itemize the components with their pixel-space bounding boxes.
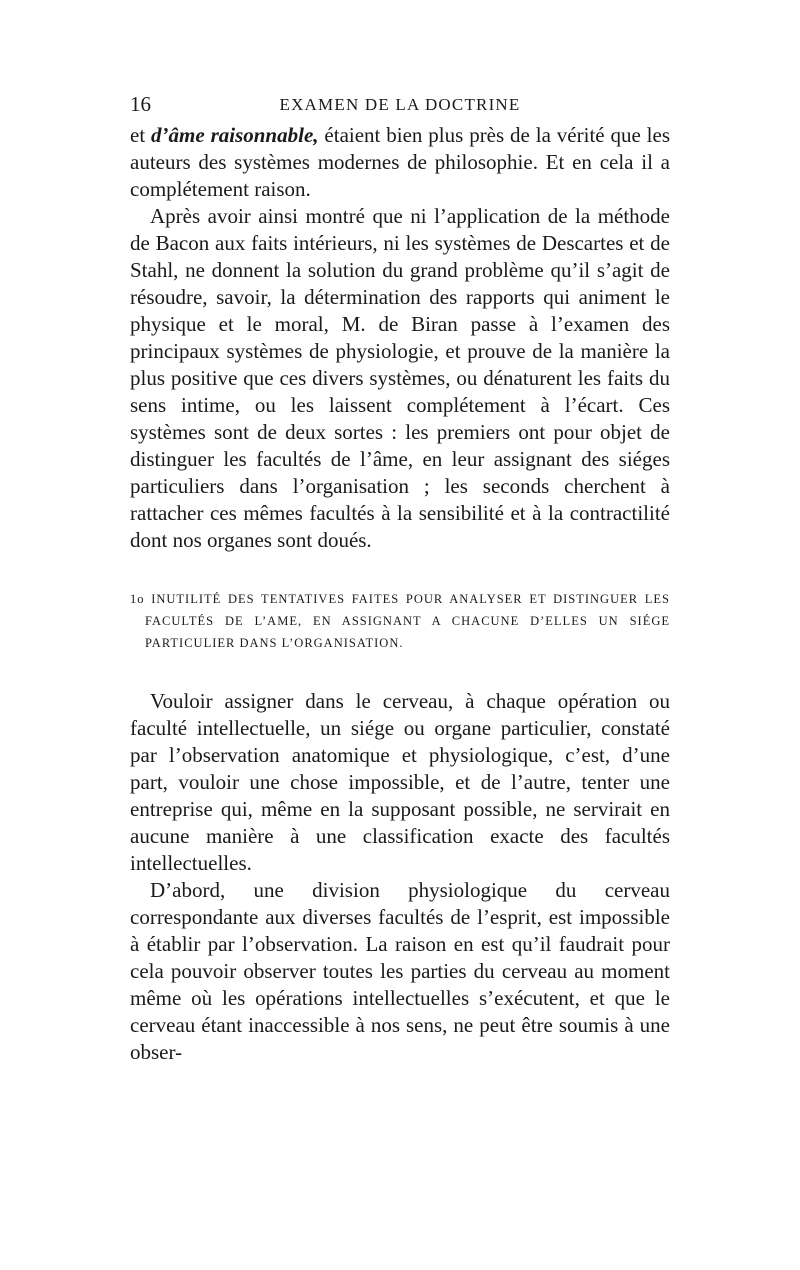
section-heading: 1o INUTILITÉ DES TENTATIVES FAITES POUR ANALYSER ET DISTINGUER LES FACULTÉS DE L’AME, EN ASSIGNANT A CHACUNE D’ELLES UN SIÉGE PARTICULIER DANS L’ORGANISATION. <box>130 592 670 650</box>
italic-term: d’âme raisonnable, <box>151 123 319 147</box>
book-page <box>130 88 670 1066</box>
paragraph-4: D’abord, une division physiologique du cerveau correspondante aux diverses facultés de l’esprit, est impossible à établir par l’observation. La raison en est qu’il faudrait pour cela pouvoir observer toutes les parties du cerveau au moment même où les opérations intellectuelles s’exécutent, et que le cerveau étant inaccessible à nos sens, ne peut être soumis à une obser- <box>130 878 670 1064</box>
paragraph-1-rest: étaient bien plus près de la vérité que les auteurs des systèmes modernes de philosophie. Et en cela il a complétement raison. <box>130 123 671 201</box>
paragraph-3: Vouloir assigner dans le cerveau, à chaque opération ou faculté intellectuelle, un siége ou organe particulier, constaté par l’observation anatomique et physiologique, c’est, d’une part, vouloir une chose impossible, et de l’autre, tenter une entreprise qui, même en la supposant possible, ne servirait en aucune manière à une classification exacte des facultés intellectuelles. <box>130 689 670 875</box>
paragraph-1 <box>130 122 670 203</box>
paragraph-2: Après avoir ainsi montré que ni l’application de la méthode de Bacon aux faits intérieurs, ni les systèmes de Descartes et de Stahl, ne donnent la solution du grand problème qu’il s’agit de résoudre, savoir, la détermination des rapports qui animent le physique et le moral, M. de Biran passe à l’examen des principaux systèmes de physiologie, et prouve de la manière la plus positive que ces divers systèmes, ou dénaturent les faits du sens intime, ou les laissent complétement à l’écart. Ces systèmes sont de deux sortes : les premiers ont pour objet de distinguer les facultés de l’âme, en leur assignant des siéges particuliers dans l’organisation ; les seconds cherchent à rattacher ces mêmes facultés à la sensibilité et à la contractilité dont nos organes sont doués. <box>130 204 670 552</box>
running-title: EXAMEN DE LA DOCTRINE <box>279 95 521 114</box>
page-number: 16 <box>130 92 151 116</box>
running-header <box>130 88 670 122</box>
paragraph-1-prefix: et <box>130 123 152 147</box>
